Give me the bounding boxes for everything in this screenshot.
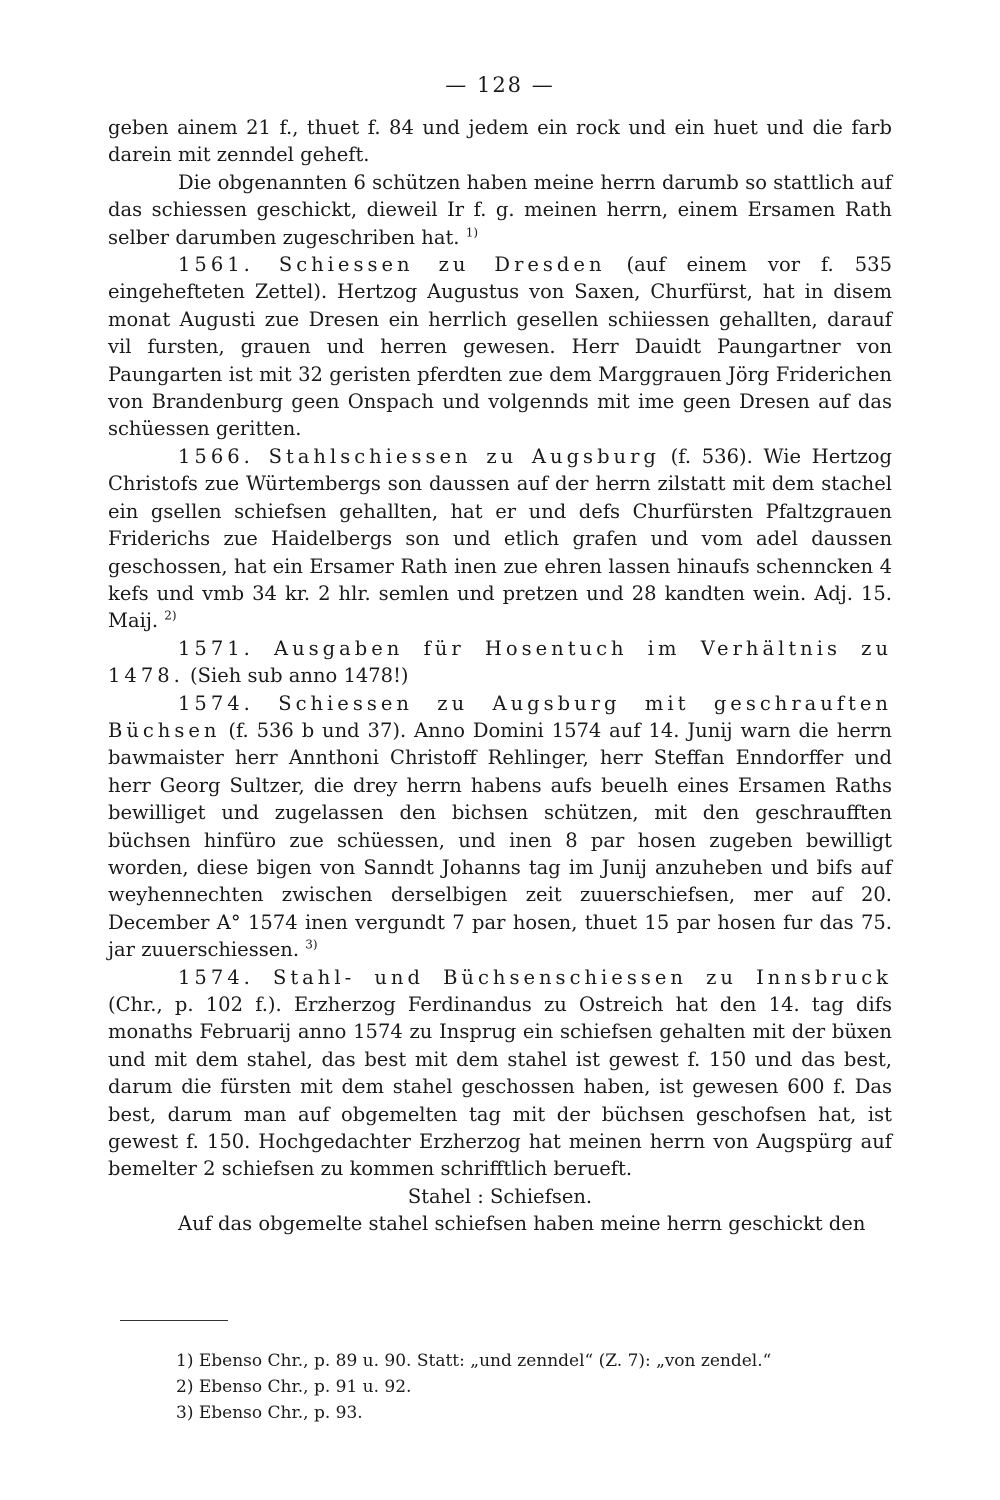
- paragraph-1561: [108, 251, 892, 443]
- heading-1566: 1566. Stahlschiessen zu Augsburg: [178, 444, 660, 468]
- page-body: [108, 70, 892, 1238]
- heading-1574-innsbruck: 1574. Stahl- und Büchsenschiessen zu Innsbruck: [178, 965, 892, 989]
- body-1571: (Sieh sub anno 1478!): [183, 664, 409, 688]
- section-heading-stahel: Stahel : Schiefsen.: [407, 1184, 593, 1208]
- body-1574-innsbruck: (Chr., p. 102 f.). Erzherzog Ferdinandus zu Ostreich hat den 14. tag difs monaths Februarij anno 1574 zu Insprug ein schiefsen gehalten mit der büxen und mit dem stahel, das best mit dem stahel ist gewest f. 150 und das best, darum die fürsten mit dem stahel geschossen haben, ist gewesen 600 f. Das best, darum man auf obgemelten tag mit der büchsen geschofsen hat, ist gewest f. 150. Hochgedachter Erzherzog hat meinen herrn von Augspürg auf bemelter 2 schiefsen zu kommen schrifftlich berueft.: [108, 993, 892, 1181]
- heading-1571: 1571. Ausgaben für Hosentuch im Verhältnis zu 1478.: [108, 636, 892, 688]
- body-1561: (auf einem vor f. 535 eingehefteten Zettel). Hertzog Augustus von Saxen, Churfürst, hat in disem monat Augusti zue Dresen ein herrlich gesellen schiiessen gehallten, darauf vil fursten, grauen und herren gewesen. Herr Dauidt Paungartner von Paungarten ist mit 32 geristen pferdten zue dem Marggrauen Jörg Friderichen von Brandenburg geen Onspach und volgennds mit ime geen Dresen auf das schüessen geritten.: [108, 253, 892, 441]
- heading-1574-augsburg: 1574. Schiessen zu Augsburg mit geschrauften Büchsen: [108, 691, 892, 742]
- paragraph-2: [108, 169, 892, 251]
- page-number: — 128 —: [445, 73, 555, 97]
- paragraph-1566: [108, 443, 892, 635]
- paragraph-2-text: Die obgenannten 6 schützen haben meine herrn darumb so stattlich auf das schiessen geschickt, dieweil Ir f. g. meinen herrn, einem Ersamen Rath selber darumben zugeschriben hat.: [108, 170, 892, 249]
- footnotes: [176, 1348, 771, 1426]
- body-1574-augsburg: (f. 536 b und 37). Anno Domini 1574 auf 14. Junij warn die herrn bawmaister herr Annthoni Christoff Rehlinger, herr Steffan Enndorffer und herr Georg Sultzer, die drey herrn habens aufs beuelh eines Ersamen Raths bewilliget und zugelassen den bichsen schützen, mit den geschraufften büchsen hinfüro zue schüessen, und inen 8 par hosen zugeben bewilligt worden, diese bigen von Sanndt Johanns tag im Junij anzuheben und bifs auf weyhennechten zwischen derselbigen zeit zuuerschiefsen, mer auf 20. December A° 1574 inen vergundt 7 par hosen, thuet 15 par hosen fur das 75. jar zuuerschiessen.: [108, 718, 892, 962]
- footnote-ref-3: 3): [305, 937, 318, 952]
- footnote-divider: [120, 1320, 228, 1321]
- footnote-ref-2: 2): [164, 608, 177, 623]
- main-text: [108, 114, 892, 1238]
- paragraph-1574-augsburg: [108, 690, 892, 964]
- body-1566: (f. 536). Wie Hertzog Christofs zue Würtembergs son daussen auf der herrn zilstatt mit dem stachel ein gsellen schiefsen gehallten, hat er und defs Churfürsten Pfaltzgrauen Friderichs zue Haidelbergs son und etlich grafen und vom adel daussen geschossen, hat ein Ersamer Rath inen zue ehren lassen hinaufs schenncken 4 kefs und vmb 34 kr. 2 hlr. semlen und pretzen und 28 kandten wein. Adj. 15. Maij.: [108, 444, 892, 633]
- footnote-2: 2) Ebenso Chr., p. 91 u. 92.: [176, 1377, 412, 1397]
- paragraph-1: geben ainem 21 f., thuet f. 84 und jedem ein rock und ein huet und die farb darein mit zenndel geheft.: [108, 116, 892, 167]
- footnote-1: 1) Ebenso Chr., p. 89 u. 90. Statt: „und zenndel“ (Z. 7): „von zendel.“: [176, 1351, 772, 1371]
- paragraph-final: Auf das obgemelte stahel schiefsen haben meine herrn geschickt den: [178, 1212, 866, 1236]
- footnote-3: 3) Ebenso Chr., p. 93.: [176, 1403, 363, 1423]
- paragraph-1574-innsbruck: [108, 964, 892, 1183]
- paragraph-1571: [108, 635, 892, 690]
- heading-1561: 1561. Schiessen zu Dresden: [178, 253, 606, 277]
- footnote-ref-1: 1): [465, 225, 479, 240]
